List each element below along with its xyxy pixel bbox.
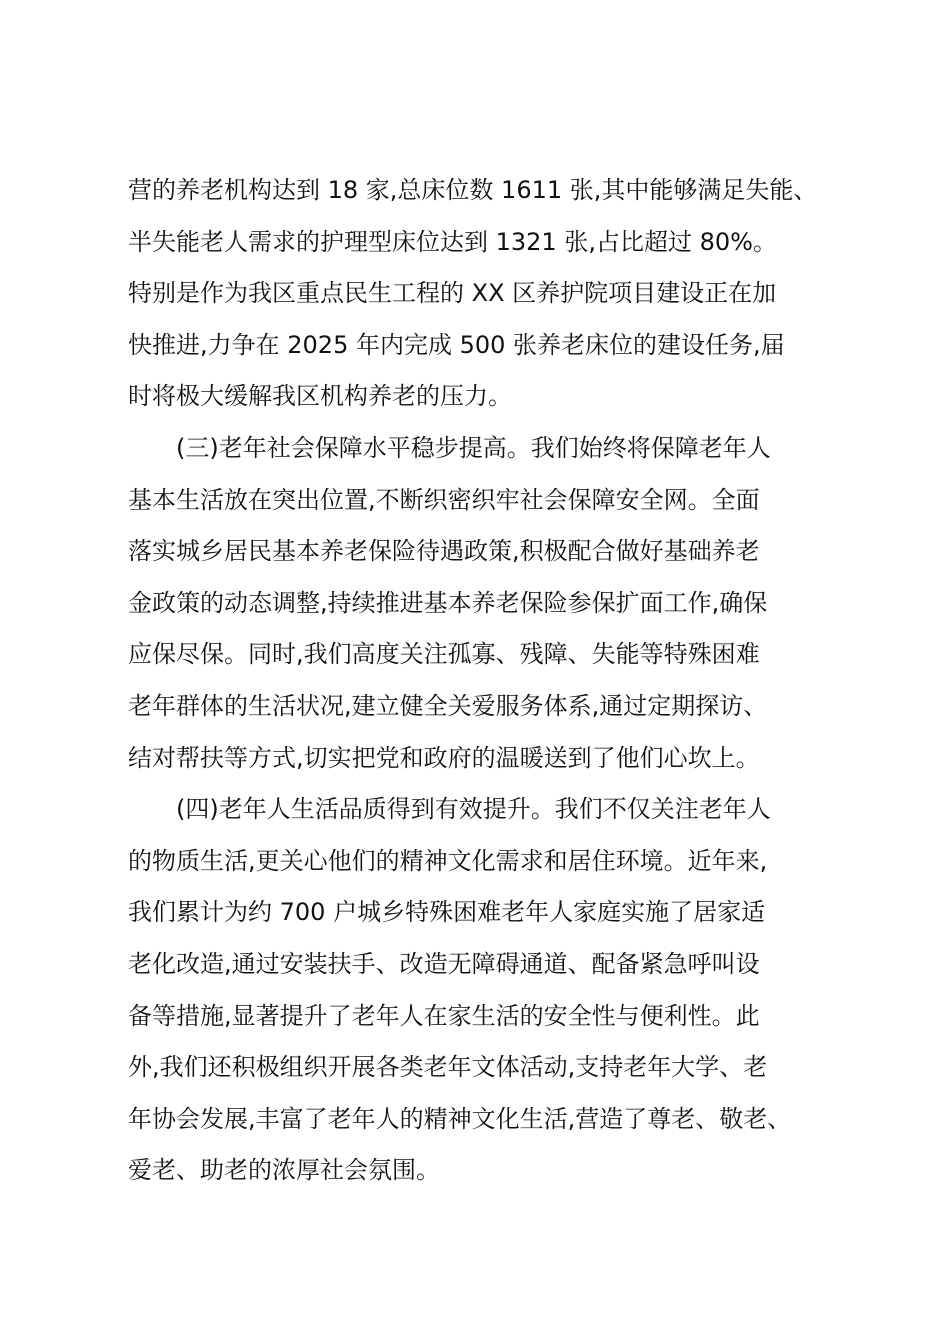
text-line: 的物质生活,更关心他们的精神文化需求和居住环境。近年来, xyxy=(128,846,768,875)
text-line: 金政策的动态调整,持续推进基本养老保险参保扩面工作,确保 xyxy=(128,588,768,617)
paragraph-facilities-continuation xyxy=(128,165,828,423)
paragraph-quality-of-life xyxy=(128,784,828,1197)
text-line: 快推进,力争在 2025 年内完成 500 张养老床位的建设任务,届 xyxy=(128,330,785,359)
text-line: 基本生活放在突出位置,不断织密织牢社会保障安全网。全面 xyxy=(128,485,760,514)
text-line: 我们累计为约 700 户城乡特殊困难老年人家庭实施了居家适 xyxy=(128,898,766,927)
text-line: 结对帮扶等方式,切实把党和政府的温暖送到了他们心坎上。 xyxy=(128,743,760,772)
text-line: 外,我们还积极组织开展各类老年文体活动,支持老年大学、老 xyxy=(128,1053,768,1082)
text-line: 老年群体的生活状况,建立健全关爱服务体系,通过定期探访、 xyxy=(128,691,768,720)
text-line: 落实城乡居民基本养老保险待遇政策,积极配合做好基础养老 xyxy=(128,537,760,566)
text-line: 特别是作为我区重点民生工程的 XX 区养护院项目建设正在加 xyxy=(128,279,777,308)
document-body xyxy=(128,165,828,1197)
paragraph-social-security xyxy=(128,423,828,784)
text-line: 年协会发展,丰富了老年人的精神文化生活,营造了尊老、敬老、 xyxy=(128,1104,792,1133)
text-line: 老化改造,通过安装扶手、改造无障碍通道、配备紧急呼叫设 xyxy=(128,949,760,978)
text-line: (三)老年社会保障水平稳步提高。我们始终将保障老年人 xyxy=(176,433,771,462)
text-line: (四)老年人生活品质得到有效提升。我们不仅关注老年人 xyxy=(176,795,771,824)
text-line: 备等措施,显著提升了老年人在家生活的安全性与便利性。此 xyxy=(128,1001,760,1030)
text-line: 时将极大缓解我区机构养老的压力。 xyxy=(128,382,512,411)
text-line: 半失能老人需求的护理型床位达到 1321 张,占比超过 80%。 xyxy=(128,227,777,256)
text-line: 爱老、助老的浓厚社会氛围。 xyxy=(128,1156,440,1185)
text-line: 应保尽保。同时,我们高度关注孤寡、残障、失能等特殊困难 xyxy=(128,640,760,669)
text-line: 营的养老机构达到 18 家,总床位数 1611 张,其中能够满足失能、 xyxy=(128,176,818,204)
